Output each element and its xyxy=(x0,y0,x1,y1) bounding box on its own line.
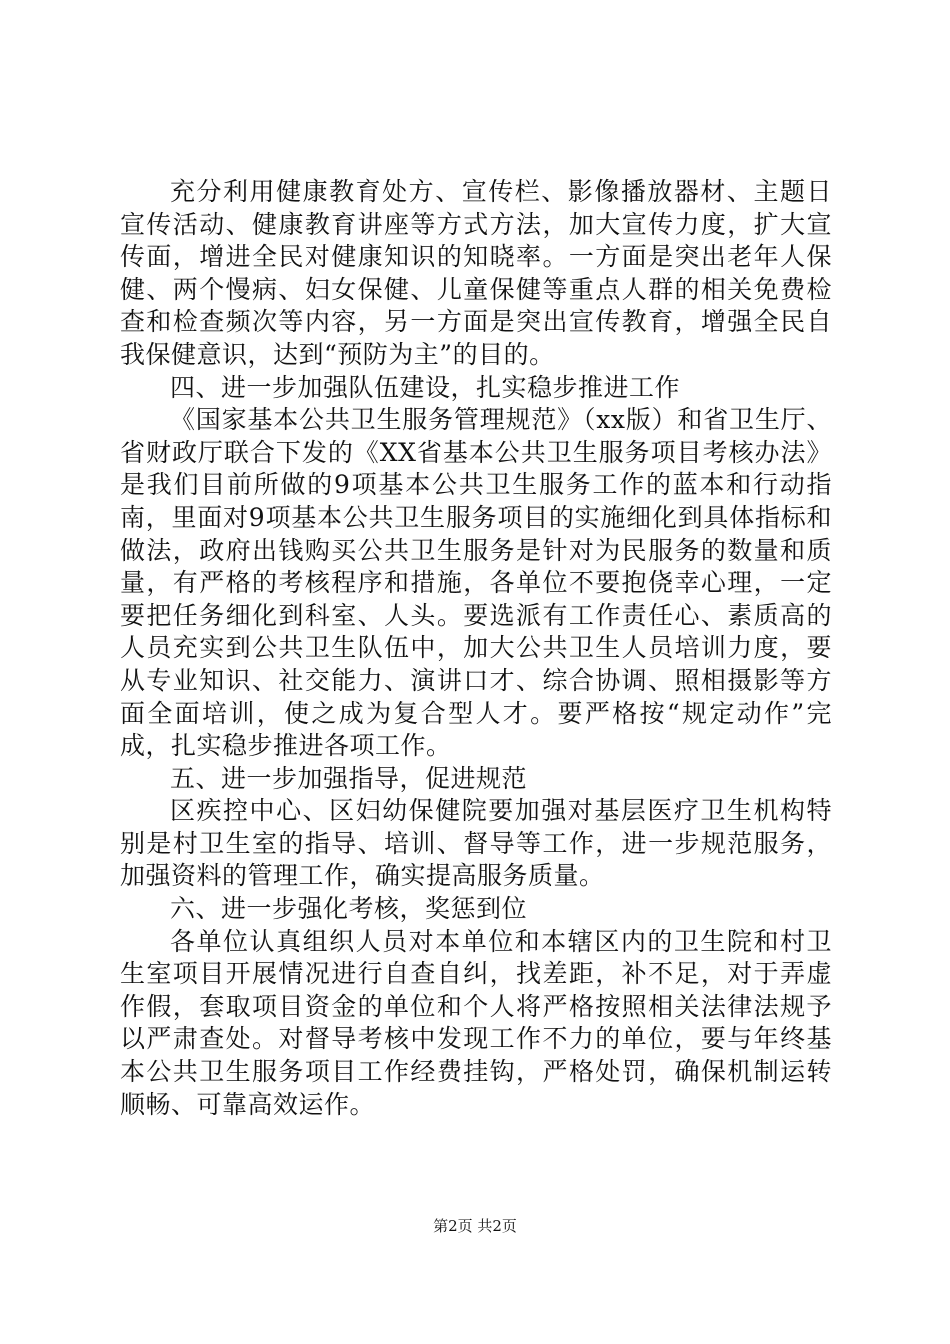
paragraph-assessment: 各单位认真组织人员对本单位和本辖区内的卫生院和村卫生室项目开展情况进行自查自纠，找差距，补不足，对于弄虚作假，套取项目资金的单位和个人将严格按照相关法律法规予以严肃查处。对督导考核中发现工作不力的单位，要与年终基本公共卫生服务项目工作经费挂钩，严格处罚，确保机制运转顺畅、可靠高效运作。 xyxy=(120,926,832,1119)
document-body xyxy=(120,176,832,1121)
section-heading-4: 四、进一步加强队伍建设，扎实稳步推进工作 xyxy=(170,372,681,402)
paragraph-guidance: 区疾控中心、区妇幼保健院要加强对基层医疗卫生机构特别是村卫生室的指导、培训、督导等工作，进一步规范服务，加强资料的管理工作，确实提高服务质量。 xyxy=(120,796,832,891)
page-number-footer: 第2页 共2页 xyxy=(433,1217,517,1235)
section-heading-6: 六、进一步强化考核，奖惩到位 xyxy=(170,894,528,924)
paragraph-health-education: 充分利用健康教育处方、宣传栏、影像播放器材、主题日宣传活动、健康教育讲座等方式方法，加大宣传力度，扩大宣传面，增进全民对健康知识的知晓率。一方面是突出老年人保健、两个慢病、妇女保健、儿童保健等重点人群的相关免费检查和检查频次等内容，另一方面是突出宣传教育，增强全民自我保健意识，达到“预防为主”的目的。 xyxy=(120,177,832,369)
section-heading-5: 五、进一步加强指导，促进规范 xyxy=(170,763,528,793)
paragraph-team-building: 《国家基本公共卫生服务管理规范》（xx版）和省卫生厅、省财政厅联合下发的《XX省基本公共卫生服务项目考核办法》是我们目前所做的9项基本公共卫生服务工作的蓝本和行动指南，里面对9项基本公共卫生服务项目的实施细化到具体指标和做法，政府出钱购买公共卫生服务是针对为民服务的数量和质量，有严格的考核程序和措施，各单位不要抱侥幸心理，一定要把任务细化到科室、人头。要选派有工作责任心、素质高的人员充实到公共卫生队伍中，加大公共卫生人员培训力度，要从专业知识、社交能力、演讲口才、综合协调、照相摄影等方面全面培训，使之成为复合型人才。要严格按“规定动作”完成，扎实稳步推进各项工作。 xyxy=(120,405,832,761)
